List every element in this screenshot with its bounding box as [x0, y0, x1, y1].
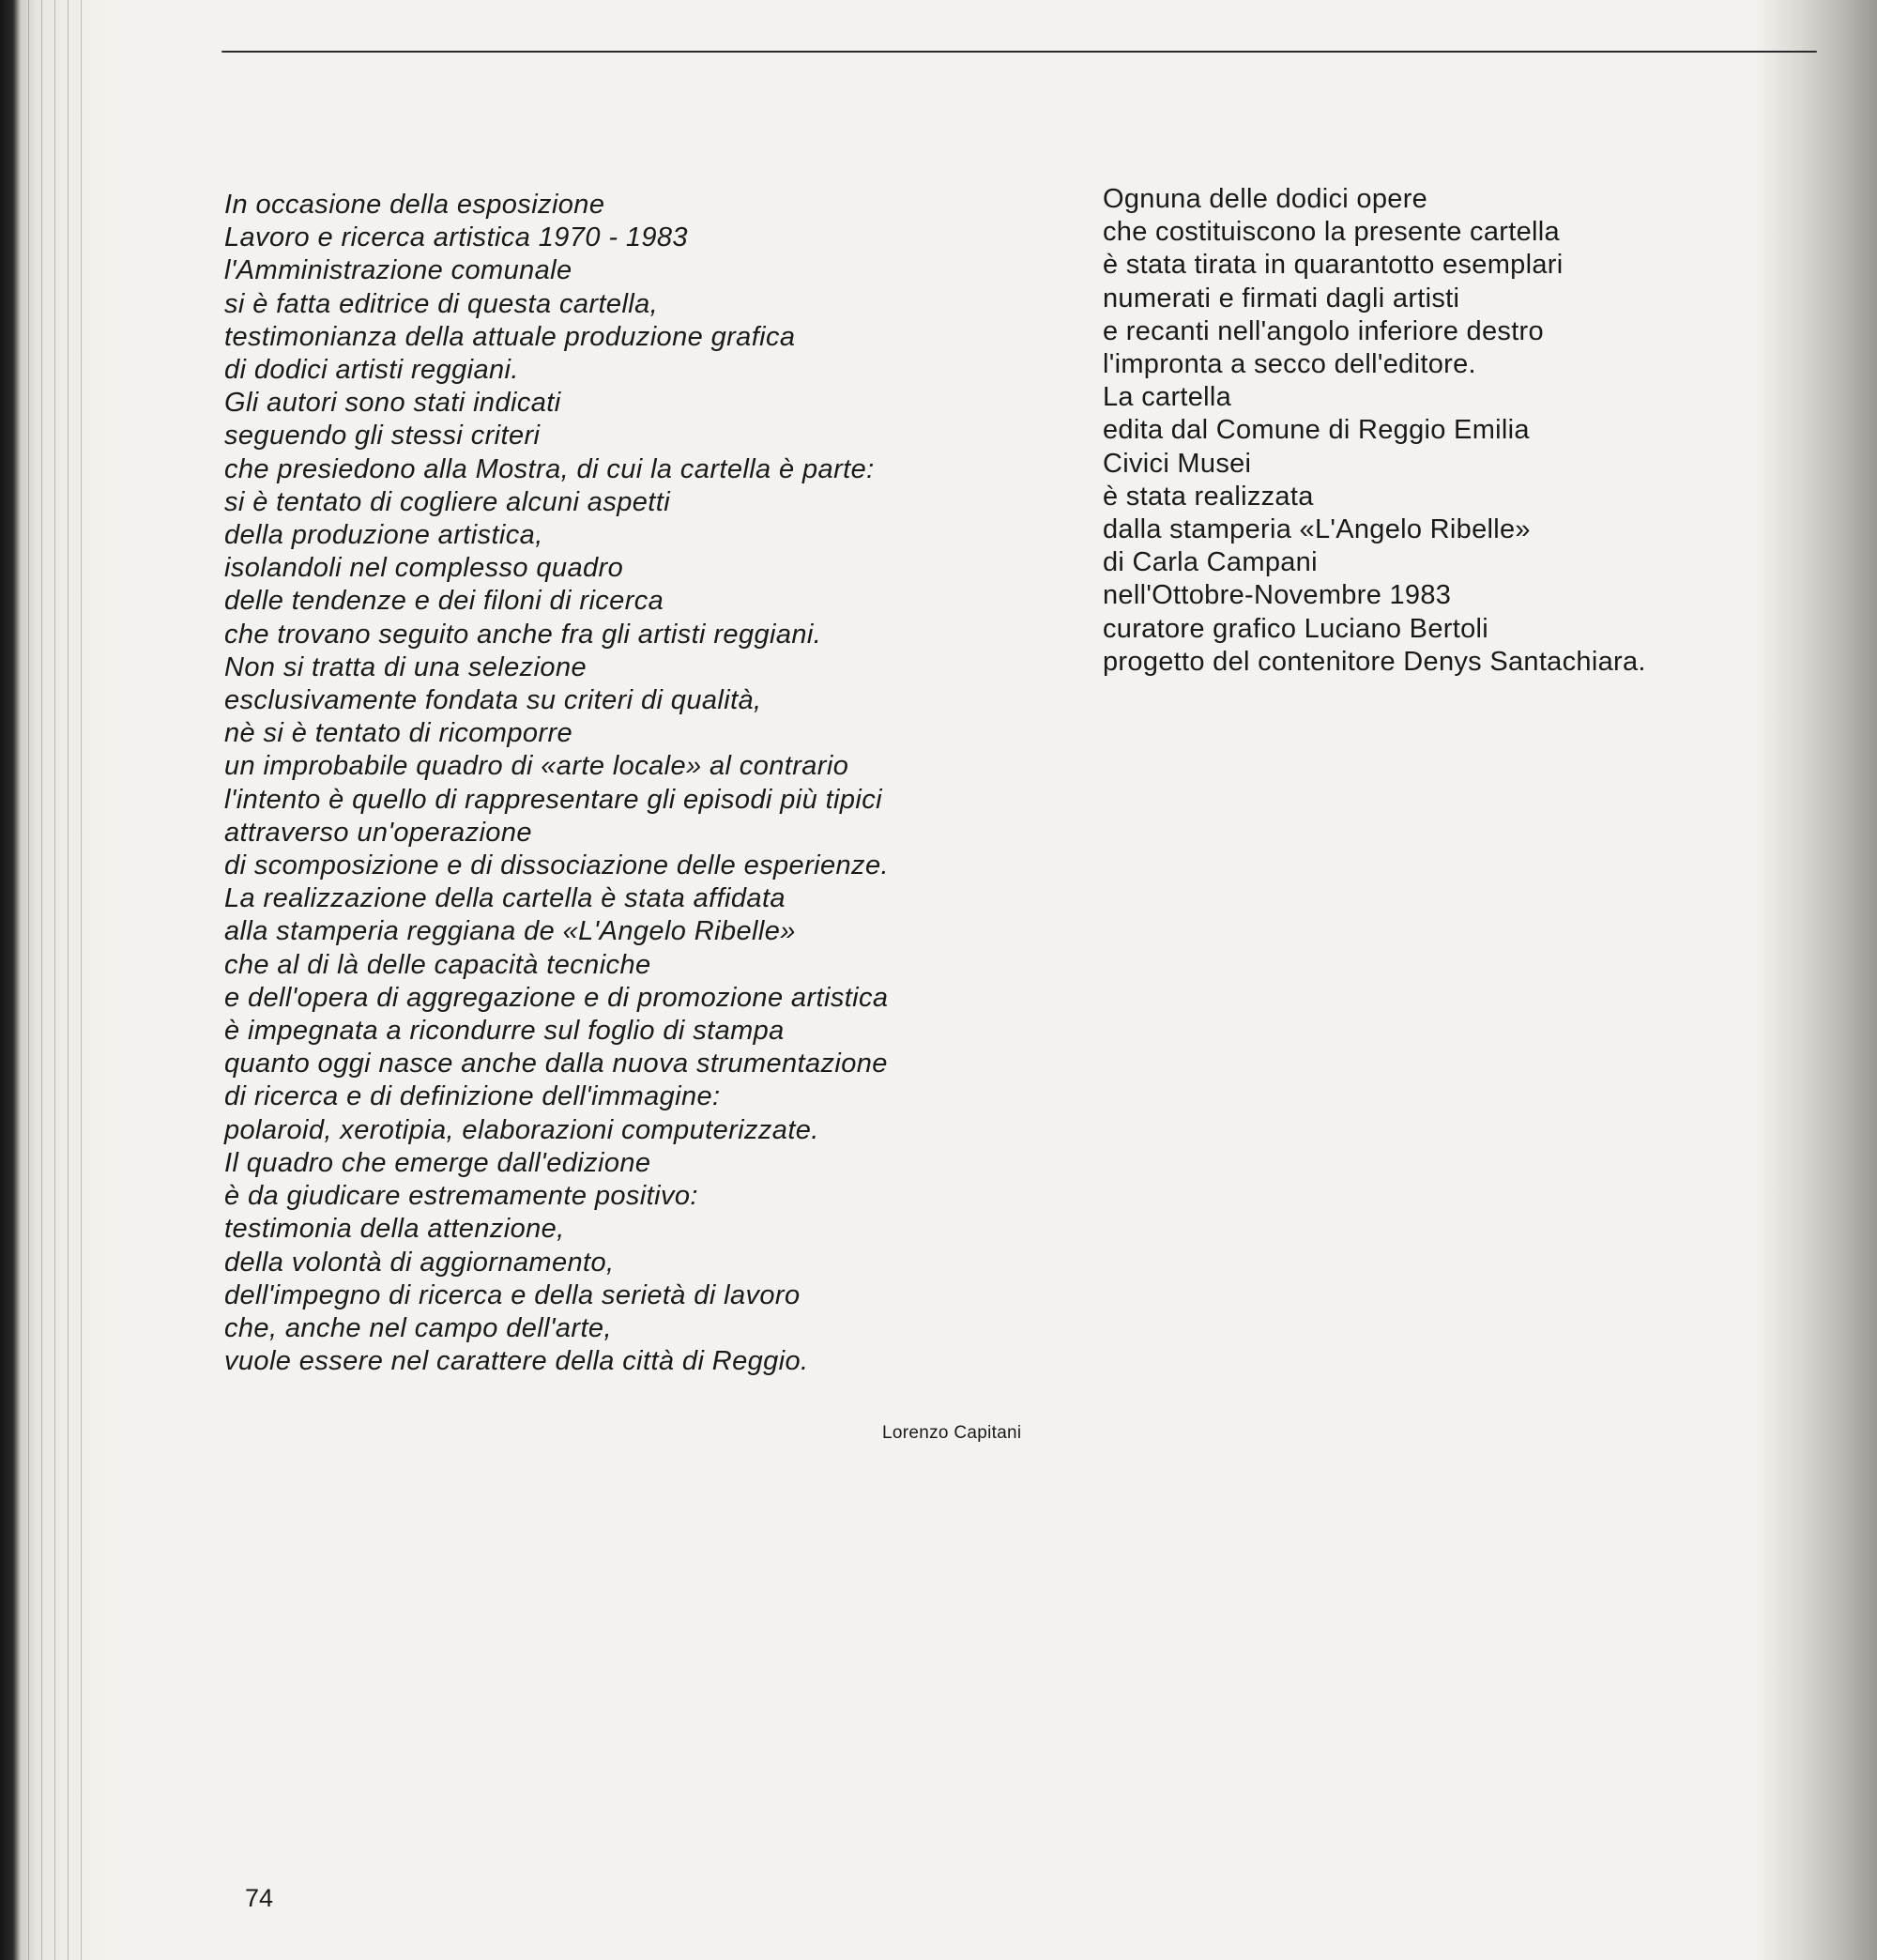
- right-column-text: [1103, 183, 1646, 679]
- left-column-line: delle tendenze e dei filoni di ricerca: [224, 586, 664, 617]
- right-column-line: e recanti nell'angolo inferiore destro: [1103, 315, 1544, 346]
- left-column-line: che al di là delle capacità tecniche: [224, 949, 651, 980]
- left-column-line: testimonia della attenzione,: [224, 1214, 565, 1245]
- left-column-line: della produzione artistica,: [224, 520, 543, 551]
- right-column-line: curatore grafico Luciano Bertoli: [1103, 613, 1488, 644]
- left-column-line: Non si tratta di una selezione: [224, 651, 587, 682]
- left-column-line: si è fatta editrice di questa cartella,: [224, 288, 659, 319]
- right-column-line: progetto del contenitore Denys Santachiara.: [1103, 646, 1646, 677]
- right-column-line: l'impronta a secco dell'editore.: [1103, 349, 1476, 380]
- right-column-line: numerati e firmati dagli artisti: [1103, 283, 1460, 314]
- left-column-line: l'Amministrazione comunale: [224, 255, 572, 286]
- spine-shadow: [1755, 0, 1877, 1960]
- page-number: 74: [245, 1884, 274, 1912]
- left-column-line: Il quadro che emerge dall'edizione: [224, 1147, 651, 1178]
- right-column-line: che costituiscono la presente cartella: [1103, 217, 1560, 248]
- book-page-edges: [0, 0, 113, 1960]
- right-column-line: nell'Ottobre-Novembre 1983: [1103, 580, 1452, 611]
- right-column-line: è stata realizzata: [1103, 481, 1314, 512]
- left-column-line: che, anche nel campo dell'arte,: [224, 1312, 612, 1343]
- right-column-line: Civici Musei: [1103, 448, 1252, 479]
- left-column-line: La realizzazione della cartella è stata affidata: [224, 883, 786, 914]
- left-column-line: polaroid, xerotipia, elaborazioni computerizzate.: [224, 1114, 819, 1145]
- left-column-line: esclusivamente fondata su criteri di qualità,: [224, 685, 762, 716]
- left-column-line: è da giudicare estremamente positivo:: [224, 1181, 698, 1212]
- left-column-line: In occasione della esposizione: [224, 190, 605, 220]
- left-column-line: quanto oggi nasce anche dalla nuova strumentazione: [224, 1049, 888, 1080]
- left-column-text: [224, 189, 889, 1378]
- author-signature: Lorenzo Capitani: [882, 1423, 1022, 1443]
- left-column-line: si è tentato di cogliere alcuni aspetti: [224, 486, 671, 517]
- left-column-line: di dodici artisti reggiani.: [224, 355, 519, 386]
- right-column-line: La cartella: [1103, 382, 1232, 413]
- left-column-line: attraverso un'operazione: [224, 817, 532, 848]
- right-column-line: è stata tirata in quarantotto esemplari: [1103, 250, 1564, 281]
- left-column-line: Lavoro e ricerca artistica 1970 - 1983: [224, 222, 688, 253]
- left-column-line: della volontà di aggiornamento,: [224, 1247, 615, 1278]
- left-column-line: isolandoli nel complesso quadro: [224, 553, 624, 584]
- left-column-line: seguendo gli stessi criteri: [224, 421, 541, 452]
- left-column-line: che trovano seguito anche fra gli artisti reggiani.: [224, 619, 822, 650]
- left-column-line: l'intento è quello di rappresentare gli episodi più tipici: [224, 784, 882, 815]
- left-column-line: vuole essere nel carattere della città di Reggio.: [224, 1346, 809, 1377]
- left-column-line: nè si è tentato di ricomporre: [224, 718, 573, 749]
- left-column-line: e dell'opera di aggregazione e di promozione artistica: [224, 982, 889, 1013]
- left-column-line: alla stamperia reggiana de «L'Angelo Ribelle»: [224, 916, 796, 947]
- left-column-line: testimonianza della attuale produzione grafica: [224, 321, 796, 352]
- left-column-line: è impegnata a ricondurre sul foglio di stampa: [224, 1016, 785, 1047]
- right-column-line: Ognuna delle dodici opere: [1103, 184, 1428, 214]
- left-column-line: di ricerca e di definizione dell'immagine:: [224, 1081, 721, 1112]
- right-column-line: edita dal Comune di Reggio Emilia: [1103, 415, 1530, 446]
- left-column-line: un improbabile quadro di «arte locale» al contrario: [224, 751, 849, 782]
- right-column-line: di Carla Campani: [1103, 547, 1318, 578]
- left-column-line: dell'impegno di ricerca e della serietà di lavoro: [224, 1279, 801, 1310]
- top-rule: [221, 51, 1817, 53]
- right-column-line: dalla stamperia «L'Angelo Ribelle»: [1103, 514, 1531, 545]
- left-column-line: di scomposizione e di dissociazione delle esperienze.: [224, 850, 889, 881]
- left-column-line: che presiedono alla Mostra, di cui la cartella è parte:: [224, 453, 875, 484]
- left-column-line: Gli autori sono stati indicati: [224, 388, 561, 419]
